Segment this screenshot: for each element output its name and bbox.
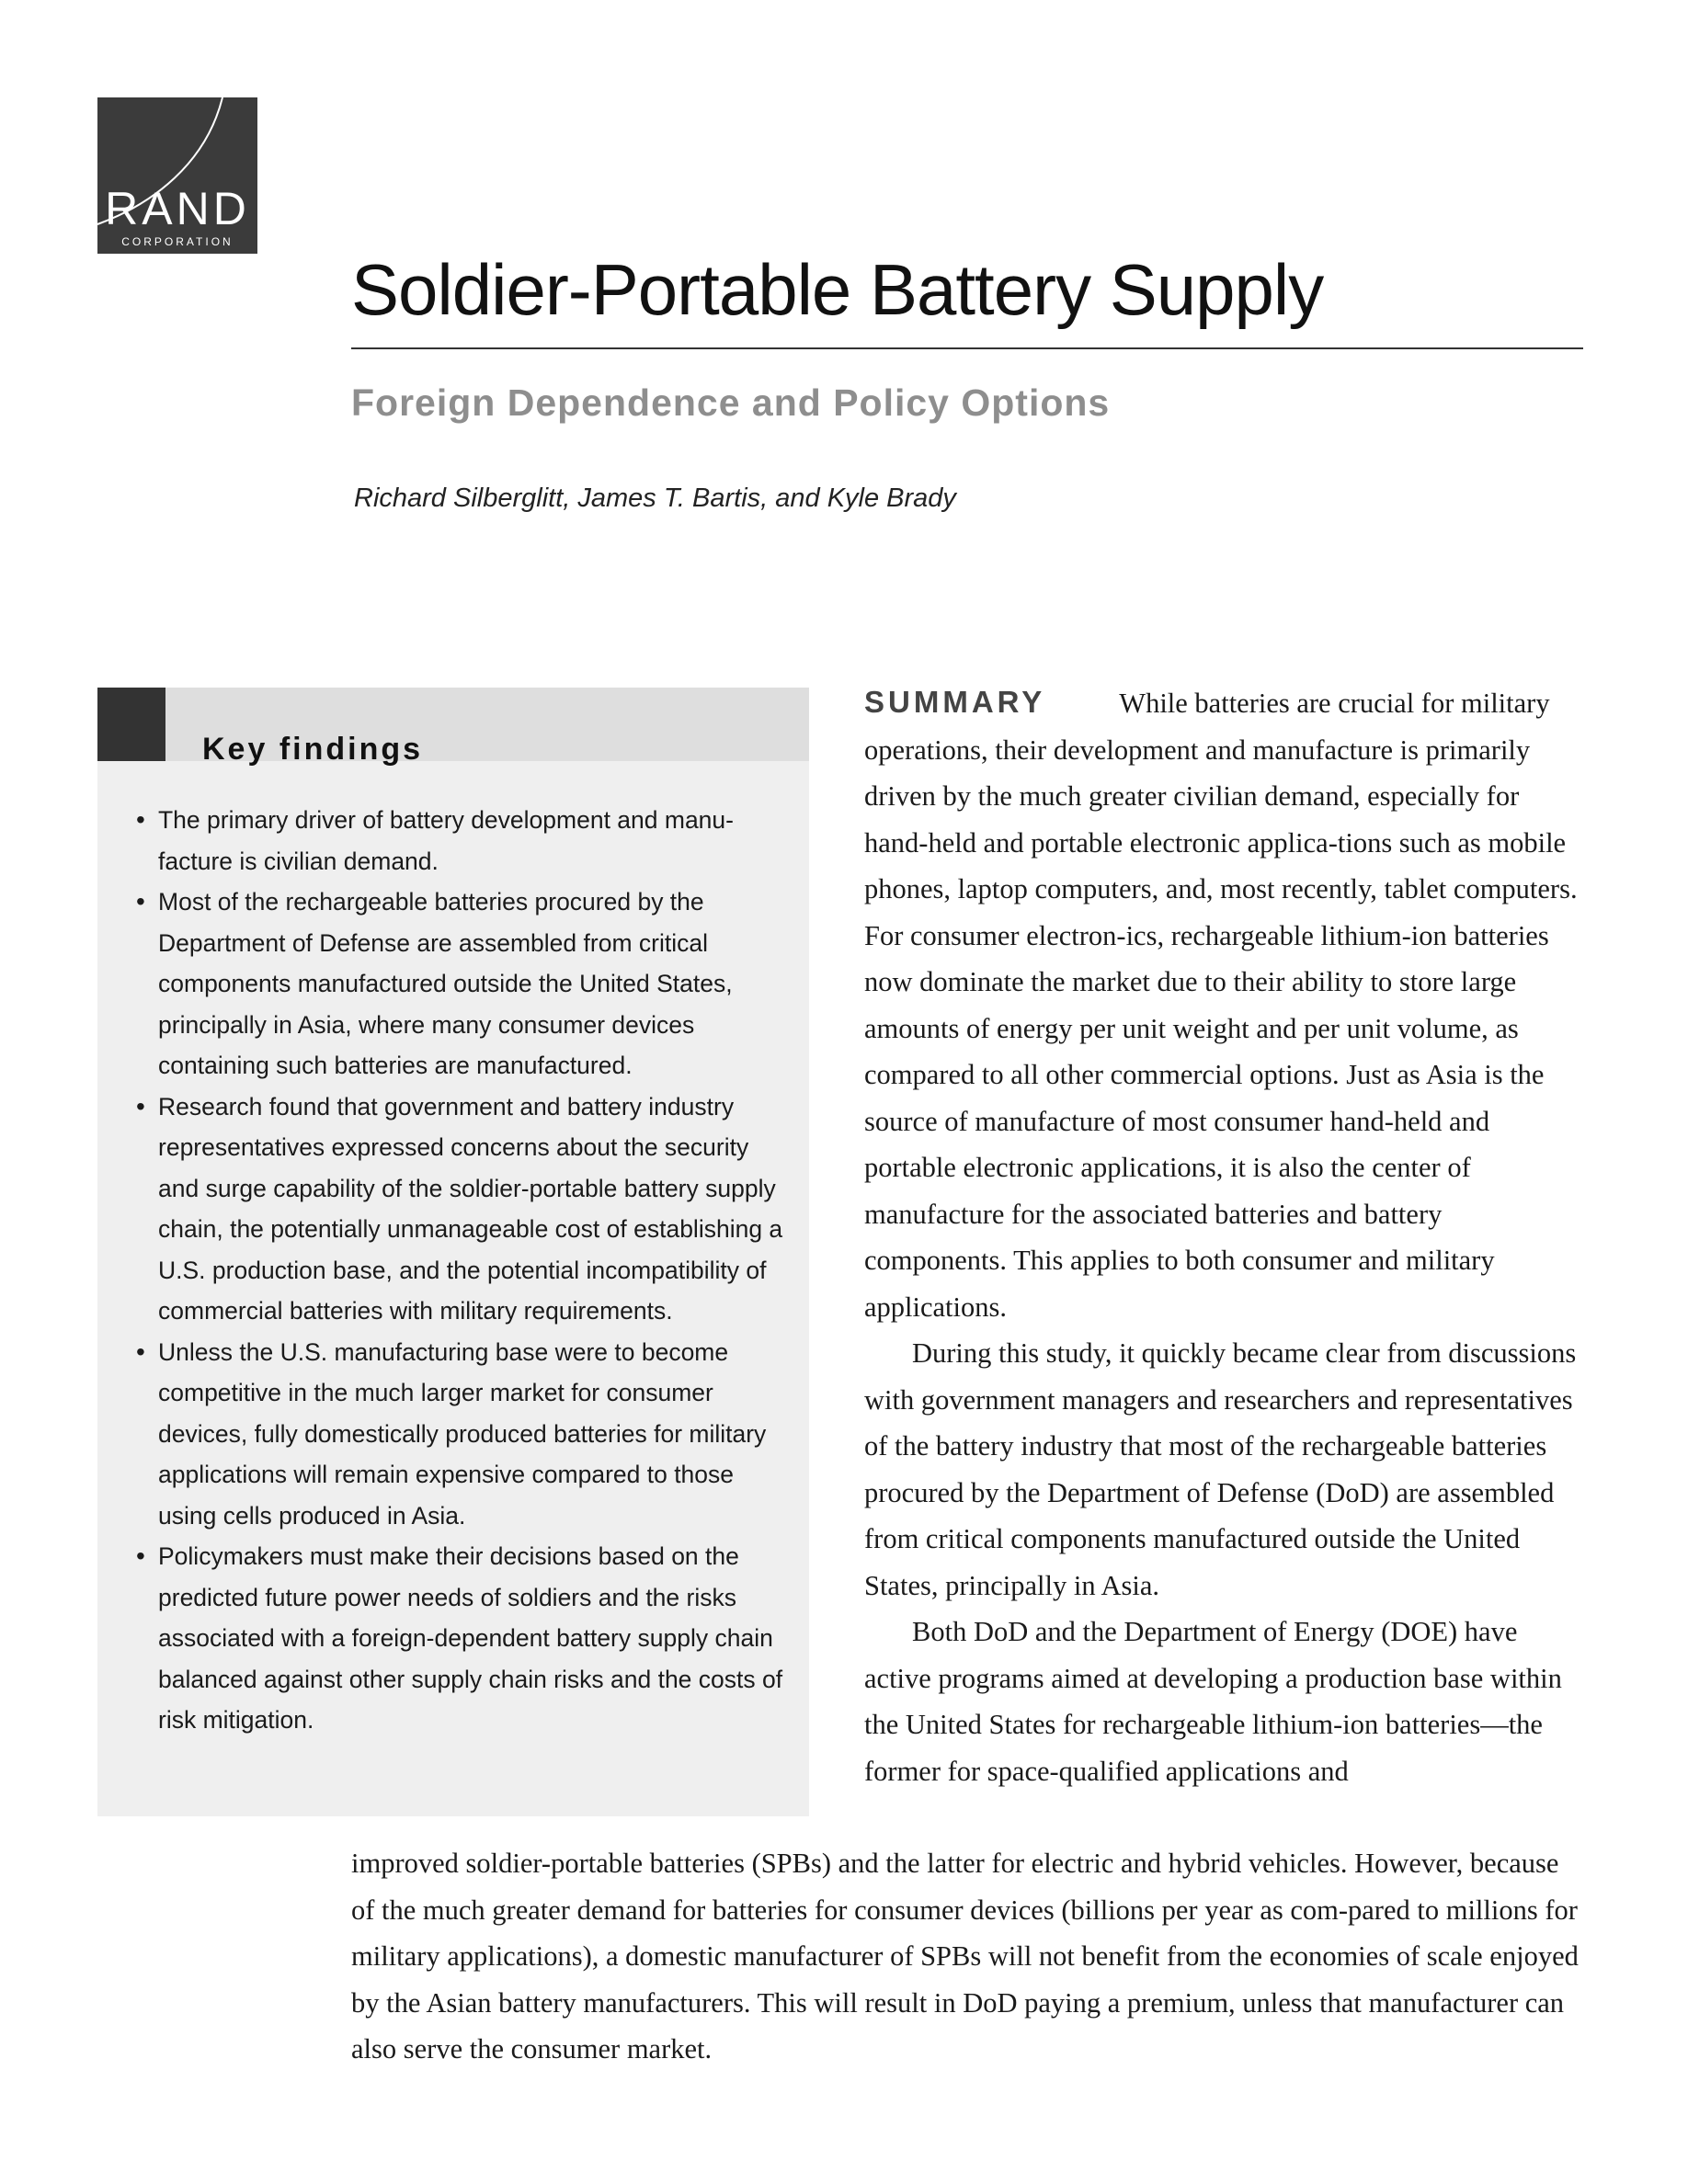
key-findings-panel [97, 688, 809, 1816]
key-findings-list [134, 800, 787, 1741]
summary-column [864, 679, 1583, 1794]
summary-paragraph-1-text: While batteries are crucial for military operations, their development and manufacture is primarily driven by the much greater civilian demand, especially for hand-held and portable electronic applica-tions such as mobile phones, laptop computers, and, most recently, tablet computers. For consumer electron-ics, rechargeable lithium-ion batteries now dominate the market due to their ability to store large amounts of energy per unit weight and per unit volume, as compared to all other commercial options. Just as Asia is the source of manufacture of most consumer hand-held and portable electronic applications, it is also the center of manufacture for the associated batteries and battery components. This applies to both consumer and military applications. [864, 688, 1578, 1323]
logo-subtext: CORPORATION [121, 235, 234, 248]
key-findings-heading: Key findings [202, 732, 424, 767]
summary-heading: SUMMARY [864, 685, 1046, 719]
key-finding-item: • Policymakers must make their decisions based on the predicted future power needs of soldiers and the risks associated with a foreign-dependent battery supply chain balanced against other supply chain risks and the costs of risk mitigation. [134, 1536, 787, 1741]
key-finding-item: • The primary driver of battery development and manu-facture is civilian demand. [134, 800, 787, 882]
summary-paragraph-3-start: Both DoD and the Department of Energy (DOE) have active programs aimed at developing a production base within the United States for rechargeable lithium-ion batteries—the former for space-qualified applications and [864, 1616, 1562, 1787]
summary-paragraph-1 [864, 679, 1583, 1330]
document-title: Soldier-Portable Battery Supply [351, 249, 1324, 330]
rand-logo [97, 97, 257, 254]
key-finding-item: • Unless the U.S. manufacturing base were to become competitive in the much larger market for consumer devices, fully domestically produced batteries for military applications will remain expensive compared to those using cells produced in Asia. [134, 1332, 787, 1537]
summary-paragraph-3-end: improved soldier-portable batteries (SPBs) and the latter for electric and hybrid vehicles. However, because of the much greater demand for batteries for consumer devices (billions per year as com-pared to millions for military applications), a domestic manufacturer of SPBs will not benefit from the economies of scale enjoyed by the Asian battery manufacturers. This will result in DoD paying a premium, unless that manufacturer can also serve the consumer market. [351, 1848, 1579, 2065]
summary-paragraph-2: During this study, it quickly became clear from discussions with government managers and researchers and representatives of the battery industry that most of the rechargeable batteries procured by the Department of Defense (DoD) are assembled from critical components manufactured outside the United States, principally in Asia. [864, 1337, 1577, 1601]
document-subtitle: Foreign Dependence and Policy Options [351, 381, 1111, 424]
logo-wordmark: RAND [105, 183, 250, 234]
summary-continuation [351, 1840, 1583, 2073]
title-divider [351, 347, 1583, 349]
key-finding-item: • Research found that government and battery industry representatives expressed concerns about the security and surge capability of the soldier-portable battery supply chain, the potentially unmanageable cost of establishing a U.S. production base, and the potential incompatibility of commercial batteries with military requirements. [134, 1086, 787, 1332]
author-line: Richard Silberglitt, James T. Bartis, and Kyle Brady [354, 483, 956, 513]
key-findings-marker [97, 688, 165, 761]
key-finding-item: • Most of the rechargeable batteries procured by the Department of Defense are assembled from critical components manufactured outside the United States, principally in Asia, where many consumer devices containing such batteries are manufactured. [134, 882, 787, 1086]
